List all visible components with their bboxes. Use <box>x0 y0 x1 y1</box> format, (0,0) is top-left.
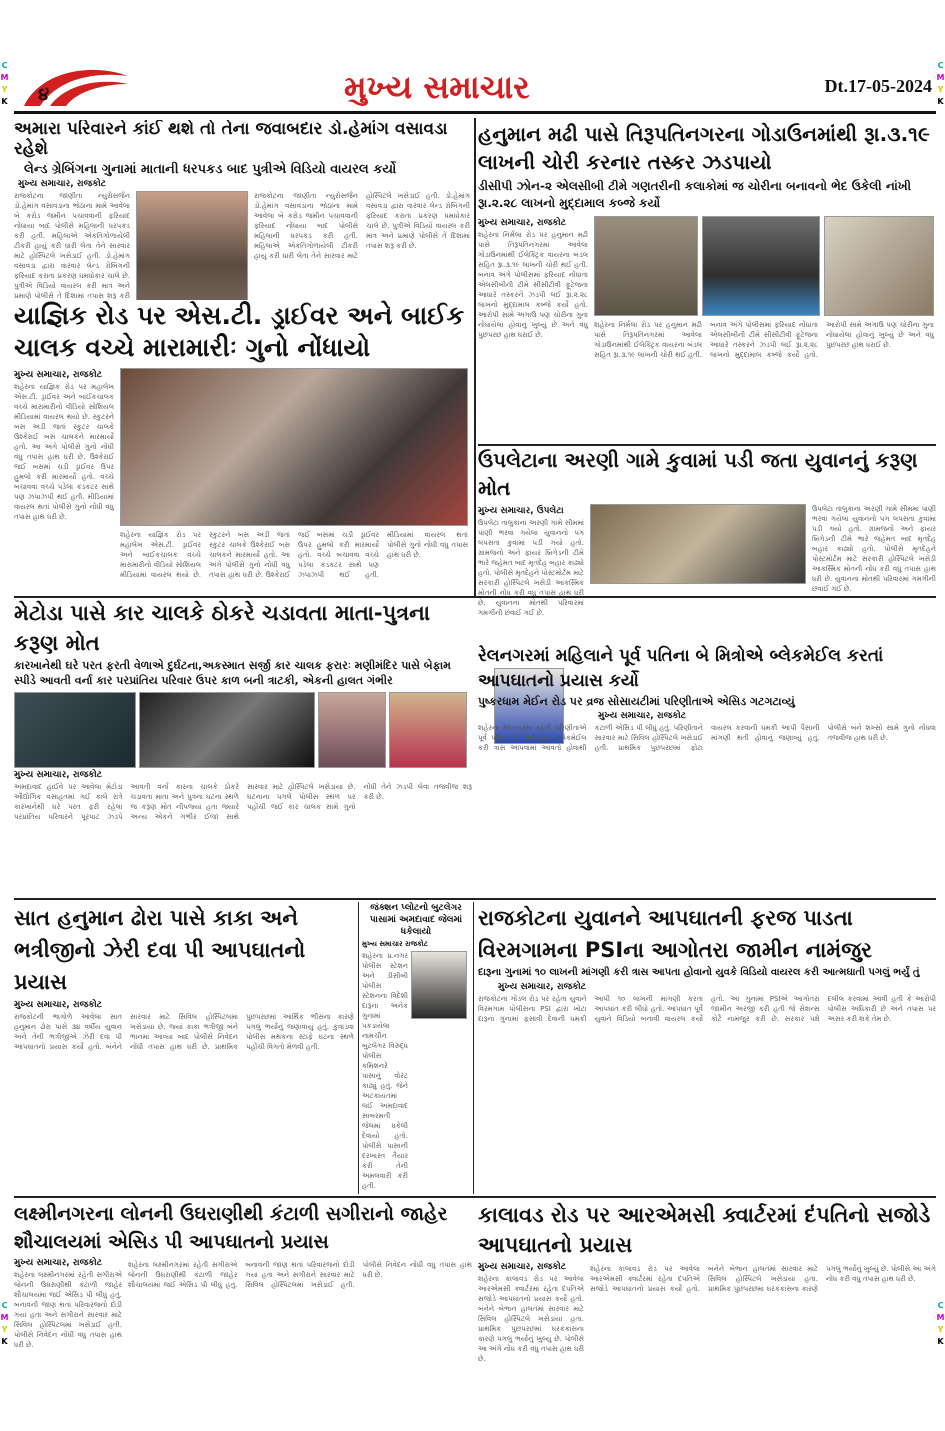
byline: મુખ્ય સમાચાર, રાજકોટ <box>14 770 102 780</box>
article-st-driver-fight <box>14 300 470 594</box>
article-godown-theft <box>478 120 936 442</box>
car-photo <box>14 692 136 768</box>
reg-y: Y <box>937 1325 944 1334</box>
registration-marks-right-bottom <box>936 1300 945 1348</box>
subheadline: દારૂના ગુનામાં ૧૦ લાખની માંગણી કરી ત્રાસ આપતા હોવાનો યુવકે વિડિયો વાયરલ કરી આત્મઘાતી પગલું ભર્યું તું <box>478 967 920 978</box>
headline: યાજ્ઞિક રોડ પર એસ.ટી. ડ્રાઈવર અને બાઈક ચાલક વચ્ચે મારામારીઃ ગુનો નોંધાયો <box>14 301 465 362</box>
headline: હનુમાન મઢી પાસે તિરૂપતિનગરના ગોડાઉનમાંથી રૂા.૩.૧૯ લાખની ચોરી કરનાર તસ્કર ઝડપાયો <box>478 122 930 174</box>
reg-y: Y <box>1 85 8 94</box>
reg-m: M <box>0 1313 9 1322</box>
byline: મુખ્ય સમાચાર, રાજકોટ <box>14 1000 102 1010</box>
section-title: મુખ્ય સમાચાર <box>344 68 530 106</box>
byline: મુખ્ય સમાચાર, રાજકોટ <box>14 1258 102 1268</box>
byline: મુખ્ય સમાચાર, રાજકોટ <box>498 982 586 992</box>
headline: જંક્શન પ્લોટનો બુટલેગર પાસામાં અમદાવાદ જેલમાં ધકેલાયો <box>369 903 463 937</box>
article-body-continued: શહેરના લક્ષ્મીનગરમાં રહેતી સગીરાએ લોનની ઉઘરાણીથી કંટાળી જાહેર શૌચાલયમાં જઈ એસિડ પી લીધું હતું. બનાવની જાણ થતાં પરિવારજનો દોડી ગયા હતા અને સગીરાને સારવાર માટે સિવિલ હોસ્પિટલમાં ખસેડાઈ હતી. પોલીસે નિવેદન નોંધી વધુ તપાસ હાથ ધરી છે. <box>128 1261 472 1289</box>
shattered-windshield-photo <box>139 692 315 768</box>
daughter-video-photo <box>136 191 248 300</box>
tools-photo <box>824 216 934 316</box>
reg-m: M <box>936 1313 945 1322</box>
mother-photo <box>389 692 467 768</box>
article-body: શહેરના લક્ષ્મીનગરમાં રહેતી સગીરાએ લોનની ઉઘરાણીથી કંટાળી જાહેર શૌચાલયમાં જઈ એસિડ પી લીધું હતું. બનાવની જાણ થતાં પરિવારજનો દોડી ગયા હતા અને સગીરાને સારવાર માટે સિવિલ હોસ્પિટલમાં ખસેડાઈ હતી. પોલીસે નિવેદન નોંધી વધુ તપાસ હાથ ધરી છે. <box>14 1271 122 1349</box>
article-body: શહેરના પ્ર.નગર પોલીસ સ્ટેશન અને ડીસીબી પોલીસ સ્ટેશનના વિદેશી દારૂના અનેક ગુનામાં પકડાયેલા નામચીન બુટલેગર વિરુદ્ધ પોલીસ કમિશનરે પાસાનું વોરંટ કાઢ્યું હતું. જેને અટકાયતમાં લઈ અમદાવાદ સાબરમતી જેલમાં ધકેલી દેવાયો હતો. પોલીસે પાસાની દરખાસ્ત તૈયાર કરી તેની અમલવારી કરી હતી. <box>362 952 408 1190</box>
registration-marks-right <box>936 60 945 108</box>
section-divider <box>14 898 936 900</box>
subheadline: ડીસીપી ઝોન-૨ એલસીબી ટીમે ગણતરીની કલાકોમાં જ ચોરીના બનાવનો ભેદ ઉકેલી નાંખી રૂા.૨.૨૮ લાખનો મુદ્દામાલ કબ્જે કર્યો <box>478 179 912 210</box>
article-uncle-niece-poison <box>14 902 354 1194</box>
article-well-drowning <box>478 444 936 640</box>
article-body: રાજકોટના જાણીતા ન્યુરોસર્જન ડો.હેમાંગ વસાવડાના ભોઠાના મામે આવેલા બે કરોડ જમીન પચાવવાની ફરિયાદ નોંધાયા બાદ પોલીસે મહિલાની ધરપકડ કરી હતી. મહિલાએ એકતિગોળાયેલી ટીકરી હાયું કરી ધારી લેતા તેને સારવાર માટે હોસ્પિટલે ખસેડાઈ હતી. ડો.હેમાંગ વસાવડા દ્વારા વારંવાર લેન્ડ ગ્રેબિંગની ફરિયાદ કરાતા પ્રકરણ ધમધોકાર ચાલે છે. પુત્રીએ વિડિયો વાયરલ કરી માત્ર અને પ્રમાણે પોલીસે તે દિશામાં તપાસ શરૂ કરી <box>14 192 130 300</box>
reg-k: K <box>1 1337 8 1346</box>
article-body-continued: ઉપલેટા તાલુકાના અરણી ગામે સીમમાં પાણી ભરવા ગયેલા યુવાનનો પગ લપસતા કુવામાં પડી ગયો હતો. ગ્રામજનો અને ફાયર બ્રિગેડની ટીમે ભારે જહેમત બાદ મૃતદેહ બહાર કાઢ્યો હતો. પોલીસે મૃતદેહને પોસ્ટમોર્ટમ માટે સરકારી હોસ્પિટલે ખસેડી આકસ્મિક મોતની નોંધ કરી વધુ તપાસ હાથ ધરી છે. યુવાનના મોતથી પરિવારમાં ગમગીની છવાઈ ગઈ છે. <box>812 505 936 593</box>
article-body: શહેરના યાજ્ઞિક રોડ પર મહાલેખ એસ.ટી. ડ્રાઈવર અને બાઈકચાલક વચ્ચે મારામારીનો વીડિયો સોશિયલ મીડિયામાં વાયરલ થયો છે. સ્કુટરને બસ અડી જતાં સ્કુટર ચાલકે ઉશ્કેરાઈ બસ ચાલકને મારમાર્યો હતો. આ અંગે પોલીસે ગુનો નોંધી વધુ તપાસ હાથ ધરી છે. ઉશ્કેરાઈ જઈ બસમાં ચડી ડ્રાઈવર ઉપર હુમલો કરી મારમાર્યો હતો. વચ્ચે બચાવવા વચ્ચે પડેલા કંડકટર સાથે પણ ઝપાઝપી થઈ હતી. મીડિયામાં વાયરલ થતાં પોલીસે ગુનો નોંધી વધુ તપાસ હાથ ધરી છે. <box>14 383 114 521</box>
masthead <box>14 62 936 114</box>
page-number: ૪ <box>38 84 50 105</box>
article-body: ઉપલેટા તાલુકાના અરણી ગામે સીમમાં પાણી ભરવા ગયેલા યુવાનનો પગ લપસતા કુવામાં પડી ગયો હતો. ગ્રામજનો અને ફાયર બ્રિગેડની ટીમે ભારે જહેમત બાદ મૃતદેહ બહાર કાઢ્યો હતો. પોલીસે મૃતદેહને પોસ્ટમોર્ટમ માટે સરકારી હોસ્પિટલે ખસેડી આકસ્મિક મોતની નોંધ કરી વધુ તપાસ હાથ ધરી છે. યુવાનના મોતથી પરિવારમાં ગમગીની છવાઈ ગઈ છે. <box>478 519 584 617</box>
article-body: શહેરના રેલનગરમાં રહેતી પરિણીતાએ પૂર્વ પતિના બે મિત્રો દ્વારા બ્લેકમેઈલ કરી ત્રાસ આપવામાં આવતો હોવાથી કંટાળી એસિડ પી લીધું હતું. પરિણીતાને સારવાર માટે સિવિલ હોસ્પિટલે ખસેડાઈ હતી. પ્રાથમિક પુછપરછમાં ફોટા વાયરલ કરવાની ધમકી આપી પૈસાની માંગણી થતી હોવાનું જણાવ્યું હતું. પોલીસે બંને શખ્સો સામે ગુનો નોંધવા તજવીજ હાથ ધરી છે. <box>478 724 936 752</box>
headline: રેલનગરમાં મહિલાને પૂર્વ પતિના બે મિત્રોએ બ્લેકમેઈલ કરતાં આપઘાતનો પ્રયાસ કર્યો <box>478 646 884 691</box>
registration-marks-left-bottom <box>0 1300 9 1348</box>
reg-k: K <box>937 1337 944 1346</box>
reg-y: Y <box>937 85 944 94</box>
article-body: રાજકોટના ગોંડલ રોડ પર રહેતા યુવાને વિરમગામ પોલીસના PSI દ્વારા ખોટા દારૂના ગુનામાં ફસાવી દેવાની ધમકી આપી ૧૦ લાખની માંગણી કરતા આપઘાત કરી લીધો હતો. આપઘાત પૂર્વે યુવાને વિડિયો બનાવી વાયરલ કર્યો હતો. આ ગુનામાં PSIએ આગોતરા જામીન અરજી કરી હતી જે સેશન્સ કોર્ટે નામંજુર કરી છે. સરકાર પક્ષે દલીલ કરવામાં આવી હતી કે આરોપી પોલીસ અધિકારી છે અને તપાસ પર અસર કરી શકે તેમ છે. <box>478 995 936 1023</box>
byline: મુખ્ય સમાચાર, રાજકોટ <box>18 179 106 190</box>
seized-goods-photo <box>594 216 698 316</box>
article-family-statement <box>14 120 470 300</box>
byline: મુખ્ય સમાચાર રાજકોટ <box>362 940 428 948</box>
byline: મુખ્ય સમાચાર, રાજકોટ <box>598 711 686 721</box>
headline: રાજકોટના યુવાનને આપઘાતની ફરજ પાડતા વિરમગામના PSIના આગોતરા જામીન નામંજુર <box>478 906 872 962</box>
article-body: શહેરના કાલાવડ રોડ પર આવેલા આરએમસી ક્વાર્ટરમાં રહેતા દંપતિએ સજોડે આપઘાતનો પ્રયાસ કર્યો હતો. બંનેને બેભાન હાલતમાં સારવાર માટે સિવિલ હોસ્પિટલે ખસેડાયા હતા. પ્રાથમિક પુછપરછમાં ઘરકંકાસના કારણે પગલું ભર્યાનું ખુલ્યું છે. પોલીસે આ અંગે નોંધ કરી વધુ તપાસ હાથ ધરી છે. <box>478 1275 584 1363</box>
headline: સાત હનુમાન ઢોરા પાસે કાકા અને ભત્રીજીનો ઝેરી દવા પી આપઘાતનો પ્રયાસ <box>14 906 306 994</box>
headline: ઉપલેટાના અરણી ગામે કુવામાં પડી જતા યુવાનનું કરૂણ મોત <box>478 444 936 502</box>
article-laxminagar-acid <box>14 1200 472 1400</box>
newspaper-logo <box>20 66 132 108</box>
reg-c: C <box>1 61 8 70</box>
reg-m: M <box>936 73 945 82</box>
headline: કાલાવડ રોડ પર આરએમસી ક્વાર્ટરમાં દંપતિનો સજોડે આપઘાતનો પ્રયાસ <box>478 1203 931 1257</box>
headline: લક્ષ્મીનગરના લોનની ઉઘરાણીથી કંટાળી સગીરાનો જાહેર શૌચાલયમાં એસિડ પી આપઘાતનો પ્રયાસ <box>14 1203 448 1253</box>
byline: મુખ્ય સમાચાર, રાજકોટ <box>478 218 566 228</box>
reg-k: K <box>1 97 8 106</box>
reg-c: C <box>937 1301 944 1310</box>
article-body: શહેરના નિર્મલા રોડ પર હનુમાન મઢી પાસે તિરૂપતિનગરમાં આવેલા ગોડાઉનમાંથી ઈલેક્ટ્રિક વાયરના બંડલ સહિત રૂા.૩.૧૯ લાખની ચોરી થઈ હતી. બનાવ અંગે પોલીસમાં ફરિયાદ નોંધાતા એલસીબીની ટીમે સીસીટીવી ફૂટેજના આધારે તસ્કરને ઝડપી લઈ રૂા.૨.૨૮ લાખનો મુદ્દામાલ કબ્જે કર્યો હતો. આરોપી સામે અગાઉ પણ ચોરીના ગુના નોંધાયેલા હોવાનું ખુલ્યું છે અને વધુ પુછપરછ હાથ ધરાઈ છે. <box>478 231 588 339</box>
article-body: અમદાવાદ હાઈવે પર આવેલા મેટોડા ઔદ્યોગિક વસાહતમાં ગઈ કાલે રાત્રે કારખાનેથી ઘરે પરત ફરી રહેલા પરપ્રાંતિય પરિવારને પૂરપાટ ઝડપે આવતી વર્ના કારના ચાલકે ઠોકરે ચડાવતા માતા અને પુત્રના ઘટના સ્થળે જ કરૂણ મોત નીપજ્યા હતા જ્યારે અન્ય એકને ગંભીર ઈજા સાથે સારવાર માટે હોસ્પિટલે ખસેડાયા છે. ઘટનાના પગલે પોલીસ સ્થળ પર પહોંચી જઈ કાર ચાલક સામે ગુનો નોંધી તેને ઝડપી લેવા તજવીજ શરૂ કરી છે. <box>14 783 472 821</box>
reg-c: C <box>1 1301 8 1310</box>
reg-y: Y <box>1 1325 8 1334</box>
byline: મુખ્ય સમાચાર, રાજકોટ <box>14 370 102 380</box>
headline: અમારા પરિવારને કાંઈ થશે તો તેના જવાબદાર ડો.હેમાંગ વસાવડા રહેશે <box>14 120 448 159</box>
reg-m: M <box>0 73 9 82</box>
issue-date: Dt.17-05-2024 <box>824 76 932 96</box>
accused-portrait <box>411 951 467 1019</box>
article-kalavad-road-couple <box>478 1200 936 1400</box>
article-metoda-accident <box>14 598 472 896</box>
subheadline: લેન્ડ ગ્રેબિંગના ગુનામાં માતાની ધરપકડ બાદ પુત્રીએ વિડિયો વાયરલ કર્યો <box>24 162 397 178</box>
headline: મેટોડા પાસે કાર ચાલકે ઠોકરે ચડાવતા માતા-પુત્રના કરૂણ મોત <box>14 601 430 655</box>
rescue-photo <box>590 504 806 584</box>
subheadline: પુષ્કરધામ મેઈન રોડ પર વ્રજ સોસાયટીમાં પરિણીતાએ એસિડ ગટગટાવ્યું <box>478 695 795 708</box>
article-body: રાજકોટની ભાગોળે આવેલા સાત હનુમાન ઢોરા પાસે ૩૪ વર્ષીય યુવાન અને તેની ભત્રીજીએ ઝેરી દવા પી આપઘાતનો પ્રયાસ કર્યો હતો. બંનેને સારવાર માટે સિવિલ હોસ્પિટલમાં ખસેડાયા છે. જ્યાં કાકા ભત્રીજી બંને ભાનમાં આવ્યા બાદ પોલીસે નિવેદન નોંધી તપાસ હાથ ધરી છે. પ્રાથમિક પુછપરછમાં આર્થિક ભીંસના કારણે પગલું ભર્યાનું જણાવાયું હતું. કુવાડવા પોલીસ મથકના સ્ટાફે ઘટના સ્થળે પહોંચી વિગતો મેળવી હતી. <box>14 1013 354 1051</box>
reg-c: C <box>937 61 944 70</box>
injured-photo <box>318 692 386 768</box>
bus-fight-photo <box>120 368 468 526</box>
accused-photo <box>702 216 820 316</box>
article-body-continued: શહેરના યાજ્ઞિક રોડ પર મહાલેખ એસ.ટી. ડ્રાઈવર અને બાઈકચાલક વચ્ચે મારામારીનો વીડિયો સોશિયલ મીડિયામાં વાયરલ થયો છે. સ્કુટરને બસ અડી જતાં સ્કુટર ચાલકે ઉશ્કેરાઈ બસ ચાલકને મારમાર્યો હતો. આ અંગે પોલીસે ગુનો નોંધી વધુ તપાસ હાથ ધરી છે. ઉશ્કેરાઈ જઈ બસમાં ચડી ડ્રાઈવર ઉપર હુમલો કરી મારમાર્યો હતો. વચ્ચે બચાવવા વચ્ચે પડેલા કંડકટર સાથે પણ ઝપાઝપી થઈ હતી. મીડિયામાં વાયરલ થતાં પોલીસે ગુનો નોંધી વધુ તપાસ હાથ ધરી છે. <box>120 531 468 579</box>
article-body-continued: શહેરના કાલાવડ રોડ પર આવેલા આરએમસી ક્વાર્ટરમાં રહેતા દંપતિએ સજોડે આપઘાતનો પ્રયાસ કર્યો હતો. બંનેને બેભાન હાલતમાં સારવાર માટે સિવિલ હોસ્પિટલે ખસેડાયા હતા. પ્રાથમિક પુછપરછમાં ઘરકંકાસના કારણે પગલું ભર્યાનું ખુલ્યું છે. પોલીસે આ અંગે નોંધ કરી વધુ તપાસ હાથ ધરી છે. <box>590 1265 936 1293</box>
registration-marks-left <box>0 60 9 108</box>
byline: મુખ્ય સમાચાર, રાજકોટ <box>478 1262 566 1272</box>
article-psi-bail-rejected <box>478 902 936 1194</box>
article-bootlegger-pasa <box>358 902 474 1194</box>
article-body-continued: શહેરના નિર્મલા રોડ પર હનુમાન મઢી પાસે તિરૂપતિનગરમાં આવેલા ગોડાઉનમાંથી ઈલેક્ટ્રિક વાયરના બંડલ સહિત રૂા.૩.૧૯ લાખની ચોરી થઈ હતી. બનાવ અંગે પોલીસમાં ફરિયાદ નોંધાતા એલસીબીની ટીમે સીસીટીવી ફૂટેજના આધારે તસ્કરને ઝડપી લઈ રૂા.૨.૨૮ લાખનો મુદ્દામાલ કબ્જે કર્યો હતો. આરોપી સામે અગાઉ પણ ચોરીના ગુના નોંધાયેલા હોવાનું ખુલ્યું છે અને વધુ પુછપરછ હાથ ધરાઈ છે. <box>594 321 934 359</box>
section-divider <box>14 1196 936 1198</box>
column-divider <box>474 118 476 596</box>
reg-k: K <box>937 97 944 106</box>
subheadline: કારખાનેથી ઘરે પરત ફરતી વેળાએ દુર્ઘટના,અકસ્માત સર્જી કાર ચાલક ફરારઃ મણીમંદિર પાસે બેફામ સ્પીડે આવતી વર્ના કાર પરપ્રાંતિય પરિવાર ઉપર કાળ બની ત્રાટકી, એકની હાલત ગંભીર <box>14 659 451 687</box>
article-railnagar-blackmail <box>478 644 936 896</box>
article-body-continued: રાજકોટના જાણીતા ન્યુરોસર્જન ડો.હેમાંગ વસાવડાના ભોઠાના મામે આવેલા બે કરોડ જમીન પચાવવાની ફરિયાદ નોંધાયા બાદ પોલીસે મહિલાની ધરપકડ કરી હતી. મહિલાએ એકતિગોળાયેલી ટીકરી હાયું કરી ધારી લેતા તેને સારવાર માટે હોસ્પિટલે ખસેડાઈ હતી. ડો.હેમાંગ વસાવડા દ્વારા વારંવાર લેન્ડ ગ્રેબિંગની ફરિયાદ કરાતા પ્રકરણ ધમધોકાર ચાલે છે. પુત્રીએ વિડિયો વાયરલ કરી માત્ર અને પ્રમાણે પોલીસે તે દિશામાં તપાસ શરૂ કરી છે. <box>254 192 470 261</box>
byline: મુખ્ય સમાચાર, ઉપલેટા <box>478 506 564 516</box>
